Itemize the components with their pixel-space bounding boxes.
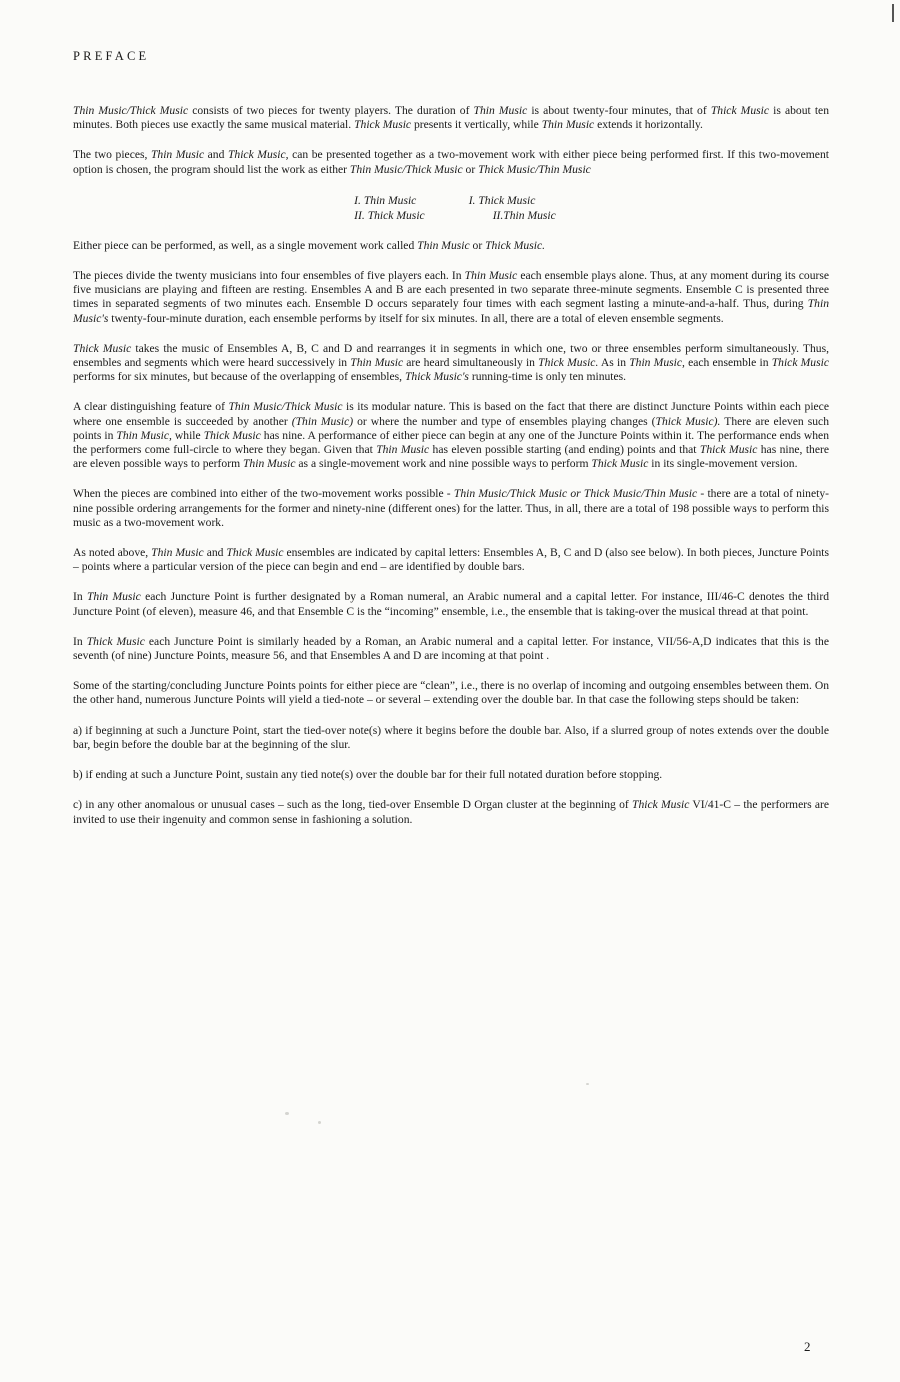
text-run: is its modular nature. This is based on the fact that there are distinct Juncture Points within each piece where one ensemble is succeeded by another [73,400,829,428]
text-run: twenty-four-minute duration, each ensemble performs by itself for six minutes. In all, there are a total of eleven ensemble segments. [108,311,724,325]
italic-title-run: Thin Music, [629,356,685,370]
italic-title-run: Thin Music [151,546,204,560]
text-run: can be presented together as a two-movement work with either piece being performed first. If this two-movement option is chosen, the program should list the work as either [73,148,829,176]
text-run: consists of two pieces for twenty players. The duration of [188,104,474,117]
italic-title-run: Thin Music/Thick Music [228,400,343,414]
movement-listing [73,193,829,223]
text-run: ensembles are indicated by capital letters: Ensembles A, B, C and D (also see below). In both pieces, Juncture Points – points where a particular version of the piece can begin and end – are identified by double bars. [73,546,830,574]
italic-title-run: Thick Music, [227,148,289,162]
italic-title-run: Thick Music). [655,414,721,428]
text-run: presents it vertically, while [411,118,542,132]
paragraph [73,104,829,132]
text-run: has nine, there are eleven possible ways to perform [73,443,829,471]
text-run: There are eleven such points in [73,414,829,442]
text-run: b) if ending at such a Juncture Point, sustain any tied note(s) over the double bar for their full notated duration before stopping. [73,768,663,782]
text-run: or [469,238,486,252]
italic-title-run: Thick Music/Thin Music [478,162,591,176]
scan-speck [285,1112,289,1115]
text-run: as a single-movement work and nine possible ways to perform [295,457,592,471]
italic-title-run: Thin Music [350,356,404,370]
text-run: and [203,546,227,560]
preface-body [73,104,829,843]
paragraphs-before-list [73,104,829,177]
text-run: has nine. A performance of either piece can begin at any one of the Juncture Points within it. The performance ends when the performers come full-circle to where they began. Given that [73,428,829,457]
text-run: Either piece can be performed, as well, as a single movement work called [73,238,418,252]
text-run: is about twenty-four minutes, that of [527,104,711,117]
text-run: In [73,590,87,604]
text-run: each Juncture Point is similarly headed by a Roman, an Arabic numeral and a capital letter. For instance, VII/56-A,D indicates that this is the seventh (of nine) Juncture Points, measure 56, and that Ensembles A and D are incoming at that point . [73,634,829,663]
text-run: while [171,428,204,442]
italic-title-run: Thick Music [73,341,132,355]
italic-title-run: Thin Music/Thick Music [73,104,189,117]
italic-title-run: Thin Music [464,269,518,283]
movement-line: I. Thick Music [468,193,536,207]
paragraph [73,679,829,707]
italic-title-run: Thin Music/Thick Music or Thick Music/Thin Music [453,487,698,501]
paragraph [73,269,829,326]
text-run: each ensemble plays alone. Thus, at any moment during its course five musicians are playing and fifteen are resting. Ensembles A and B are each presented in two separate three-minute segments. Ensemble C is presented three times in separated segments of two minutes each. Ensemble D occurs separately four times with each segment lasting a minute-and-a-half. Thus, during [73,269,830,311]
text-run: is about ten minutes. Both pieces use exactly the same musical material. [73,104,829,132]
movement-line: II.Thin Music [492,208,556,222]
italic-title-run: Thick Music [203,428,261,442]
paragraph [73,724,829,752]
text-run: A clear distinguishing feature of [73,400,229,414]
text-run: running-time is only ten minutes. [468,370,627,384]
text-run: As in [598,356,630,370]
paragraph [73,400,829,471]
italic-title-run: Thick Music [699,443,758,457]
italic-title-run: Thick Music [710,104,770,117]
movement-order-b [469,193,556,223]
page-number: 2 [804,1339,811,1354]
italic-title-run: (Thin Music) [291,414,354,428]
text-run: a) if beginning at such a Juncture Point, start the tied-over note(s) where it begins before the double bar. Also, if a slurred group of notes extends over the double bar, begin before the double bar at the beginning of the slur. [73,723,829,751]
text-run: extends it horizontally. [594,118,703,132]
paragraph [73,148,829,176]
italic-title-run: Thin Music [541,118,595,132]
italic-title-run: Thick Music [591,457,649,471]
scan-speck [586,1083,589,1085]
italic-title-run: Thick Music [226,546,284,560]
paragraph [73,546,829,574]
text-run: The two pieces, [73,148,151,162]
text-run: each ensemble in [684,356,772,370]
italic-title-run: Thin Music, [116,428,172,442]
italic-title-run: Thick Music [86,634,145,648]
text-run: has eleven possible starting (and ending) points and that [429,443,700,457]
text-run: takes the music of Ensembles A, B, C and D and rearranges it in segments in which one, two or three ensembles perform simultaneously. Thus, ensembles and segments which were heard successively in [73,341,829,370]
italic-title-run: Thick Music [771,356,829,370]
italic-title-run: Thick Music. [538,356,599,370]
text-run: Some of the starting/concluding Juncture Points points for either piece are “clean”, i.e., there is no overlap of incoming and outgoing ensembles between them. On the other hand, numerous Juncture Points will yield a tied-note – or several – extending over the double bar. In that case the following steps should be taken: [73,679,829,707]
movement-line: I. Thin Music [354,193,417,207]
scan-speck [318,1121,321,1124]
paragraphs-after-list [73,239,829,827]
italic-title-run: Thin Music [473,104,528,117]
paragraph [73,798,829,826]
movement-order-a [354,193,425,223]
text-run: each Juncture Point is further designated by a Roman numeral, an Arabic numeral and a capital letter. For instance, III/46-C denotes the third Juncture Point (of eleven), measure 46, and that Ensemble C is the “incoming” ensemble, i.e., the ensemble that is taking-over the musical thread at that point. [73,590,830,618]
paragraph [73,239,829,253]
paragraph [73,635,829,663]
text-run: The pieces divide the twenty musicians into four ensembles of five players each. In [73,269,465,283]
paragraph [73,768,829,782]
text-run: performs for six minutes, but because of the overlapping of ensembles, [73,370,405,384]
italic-title-run: Thick Music [354,118,412,132]
italic-title-run: Thick Music. [485,238,545,252]
text-run: and [204,148,228,162]
text-run: or where the number and type of ensembles playing changes ( [353,414,656,428]
italic-title-run: Thick Music [632,798,690,812]
paragraph [73,590,829,618]
text-run: c) in any other anomalous or unusual cases – such as the long, tied-over Ensemble D Organ cluster at the beginning of [73,798,632,812]
text-run: VI/41-C – the performers are invited to use their ingenuity and common sense in fashioning a solution. [73,798,829,826]
scan-edge-mark [892,4,894,22]
text-run: In [73,634,87,648]
text-run: or [462,162,479,176]
text-run: As noted above, [73,546,152,560]
movement-line: II. Thick Music [354,208,425,222]
italic-title-run: Thin Music [242,457,296,471]
italic-title-run: Thick Music's [404,370,469,384]
italic-title-run: Thin Music/Thick Music [349,162,463,176]
italic-title-run: Thin Music's [73,297,829,325]
italic-title-run: Thin Music [376,443,430,457]
paragraph [73,487,829,530]
text-run: - there are a total of ninety-nine possible ordering arrangements for the former and ninety-nine (different ones) for the latter. Thus, in all, there are a total of 198 possible ways to perform this music as a two-movement work. [73,487,829,529]
text-run: in its single-movement version. [648,457,798,471]
italic-title-run: Thin Music [86,590,141,604]
text-run: When the pieces are combined into either of the two-movement works possible - [73,487,454,501]
italic-title-run: Thin Music [417,238,470,252]
paragraph [73,342,829,385]
italic-title-run: Thin Music [150,148,205,162]
text-run: are heard simultaneously in [403,356,539,370]
page-heading: PREFACE [73,49,150,63]
